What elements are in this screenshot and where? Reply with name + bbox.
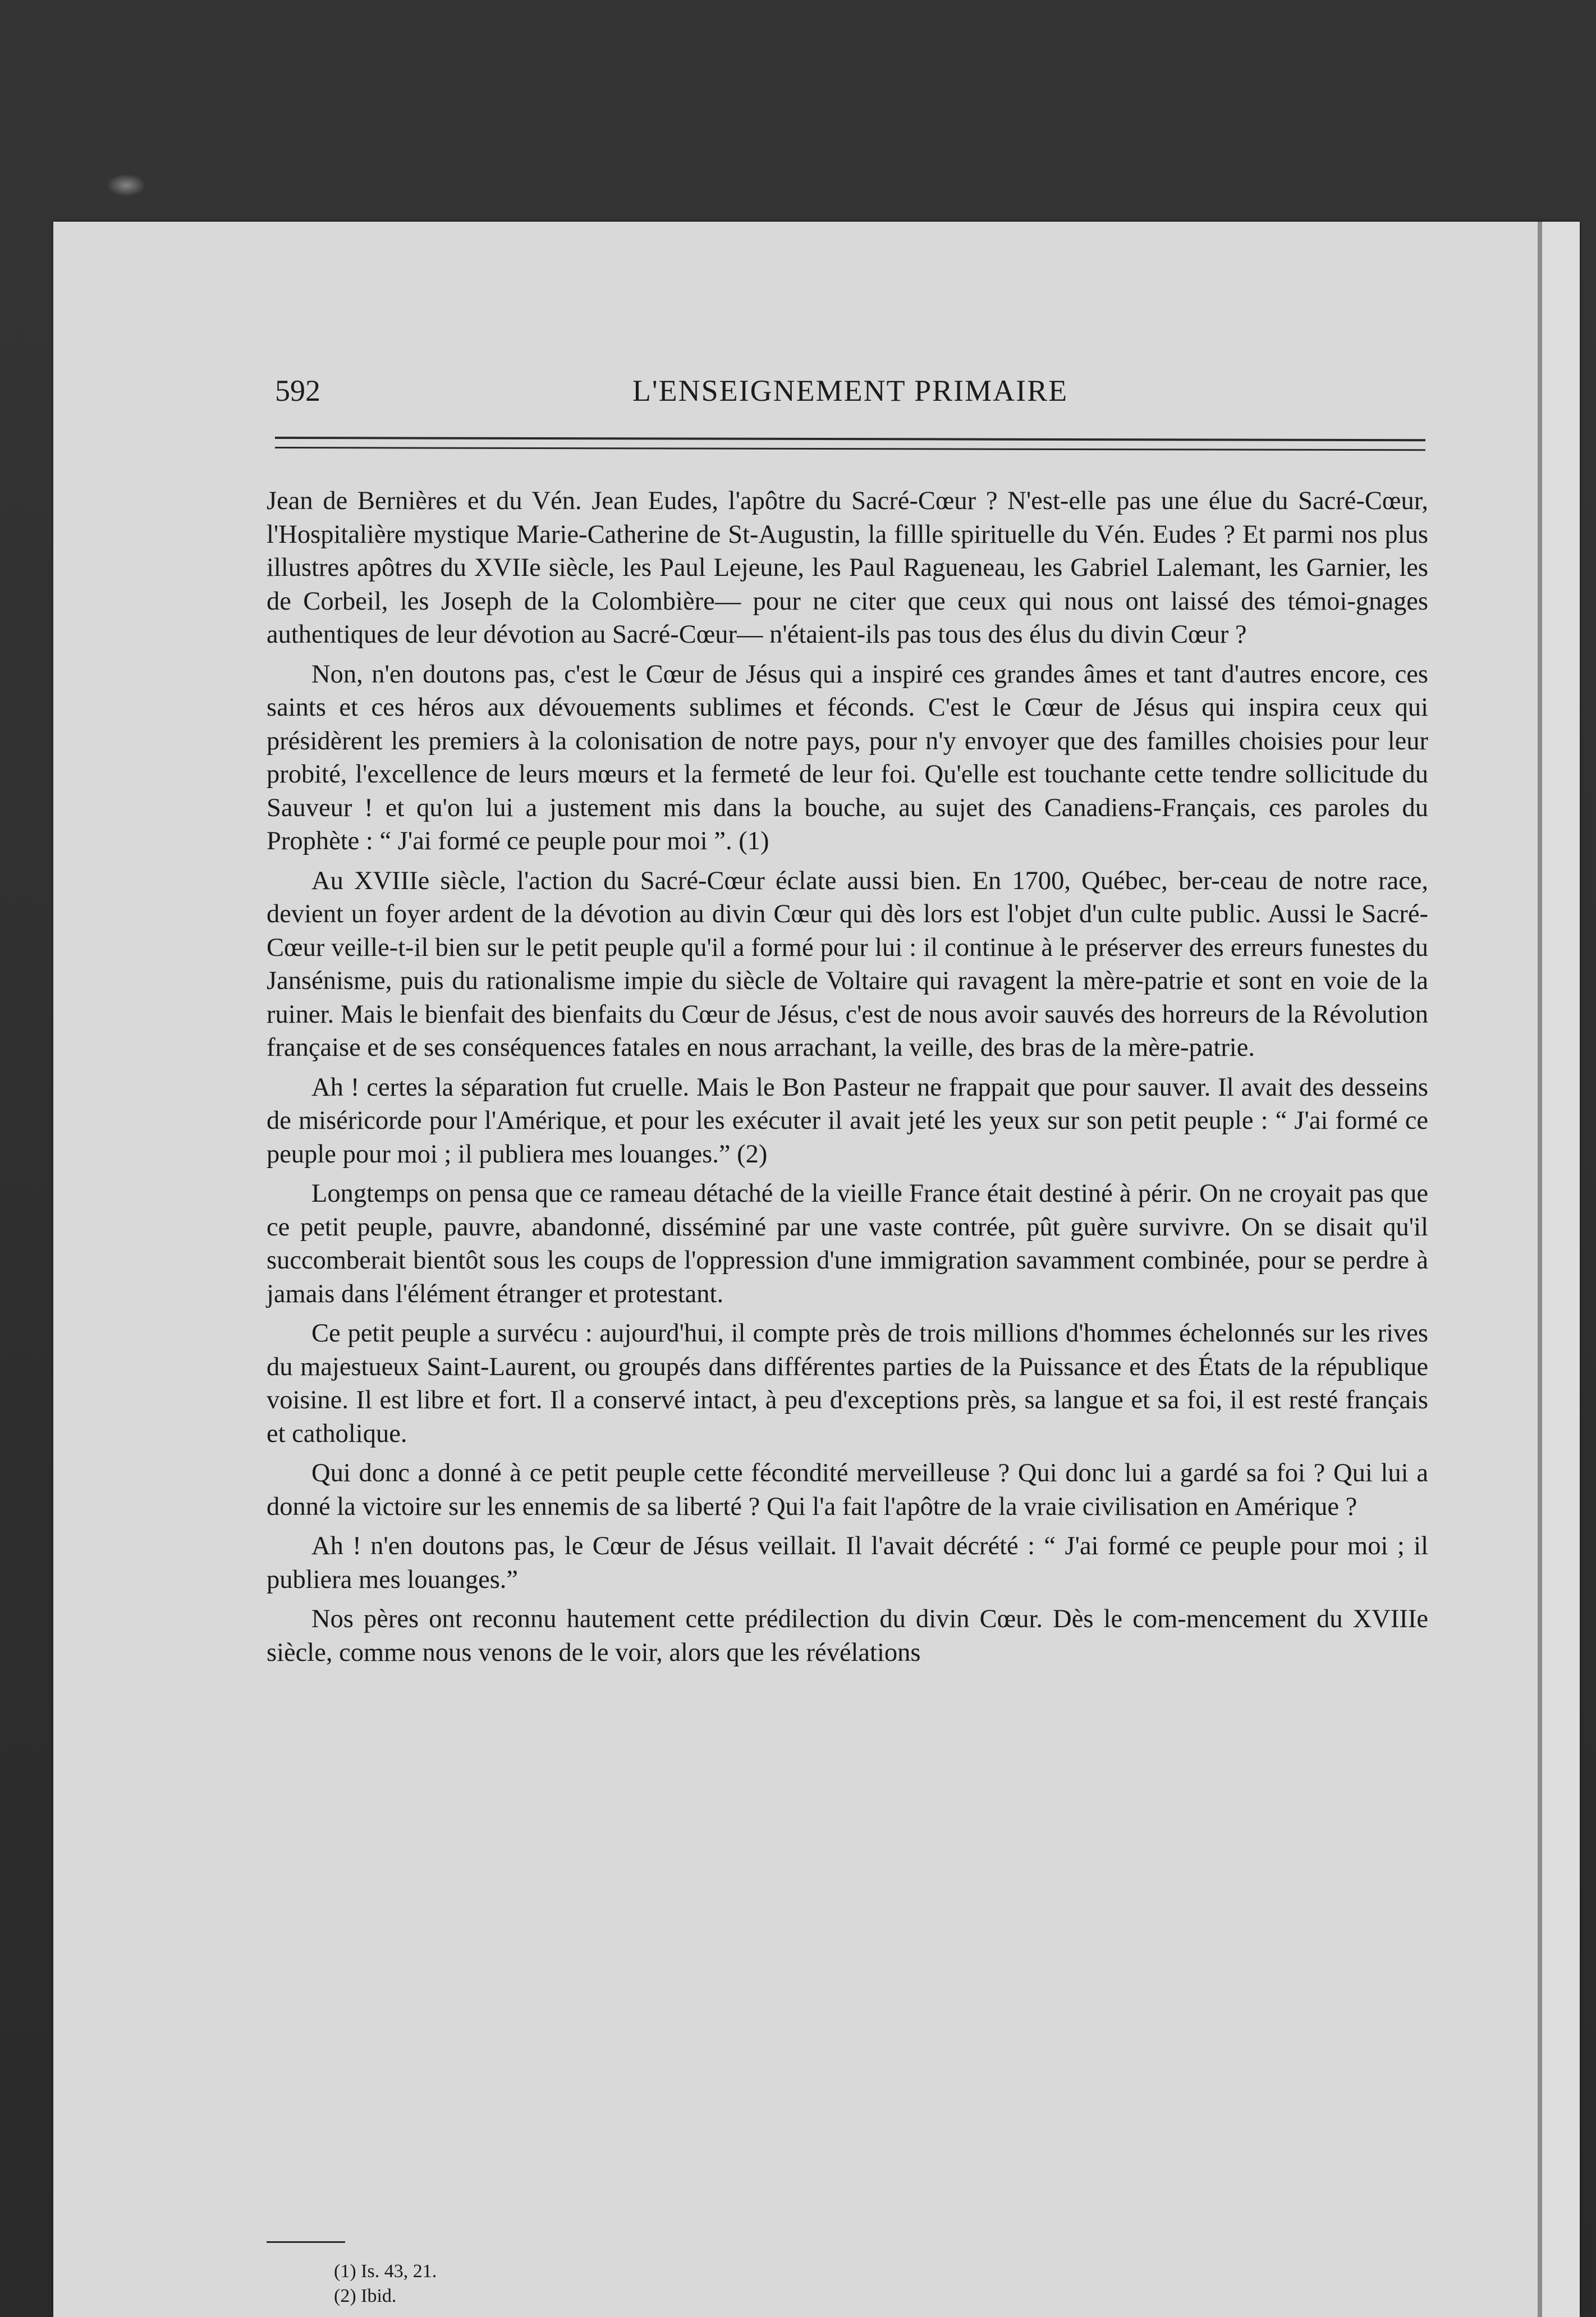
page-number: 592: [275, 374, 320, 407]
paragraph: Jean de Bernières et du Vén. Jean Eudes, l'apôtre du Sacré-Cœur ? N'est-elle pas une élue du Sacré-Cœur, l'Hospitalière mystique Marie-Catherine de St-Augustin, la fillle spirituelle du Vén. Eudes ? Et parmi nos plus illustres apôtres du XVIIe siècle, les Paul Lejeune, les Paul Ragueneau, les Gabriel Lalemant, les Garnier, les de Corbeil, les Joseph de la Colombière— pour ne citer que ceux qui nous ont laissé des témoi-gnages authentiques de leur dévotion au Sacré-Cœur— n'étaient-ils pas tous des élus du divin Cœur ?: [267, 487, 1428, 649]
page-header: [275, 373, 1425, 418]
scan-dust-spot: [107, 174, 146, 196]
running-title: L'ENSEIGNEMENT PRIMAIRE: [632, 374, 1068, 407]
paragraph: Nos pères ont reconnu hautement cette prédilection du divin Cœur. Dès le com-mencement du XVIIIe siècle, comme nous venons de le voir, alors que les révélations: [267, 1605, 1428, 1667]
footnote-separator: [267, 2241, 345, 2243]
paragraph: Non, n'en doutons pas, c'est le Cœur de Jésus qui a inspiré ces grandes âmes et tant d'autres encore, ces saints et ces héros aux dévouements sublimes et féconds. C'est le Cœur de Jésus qui inspira ceux qui présidèrent les premiers à la colonisation de notre pays, pour n'y envoyer que des familles choisies pour leur probité, l'excellence de leurs mœurs et la fermeté de leur foi. Qu'elle est touchante cette tendre sollicitude du Sauveur ! et qu'on lui a justement mis dans la bouche, au sujet des Canadiens-Français, ces paroles du Prophète : “ J'ai formé ce peuple pour moi ”. (1): [267, 660, 1428, 855]
body-text: [267, 484, 1428, 1675]
page-fold-edge: [1538, 222, 1542, 2317]
paragraph: Au XVIIIe siècle, l'action du Sacré-Cœur éclate aussi bien. En 1700, Québec, ber-ceau de notre race, devient un foyer ardent de la dévotion au divin Cœur qui dès lors est l'objet d'un culte public. Aussi le Sacré-Cœur veille-t-il bien sur le petit peuple qu'il a formé pour lui : il continue à le préserver des erreurs funestes du Jansénisme, puis du rationalisme impie du siècle de Voltaire qui ravagent la mère-patrie et sont en voie de la ruiner. Mais le bienfait des bienfaits du Cœur de Jésus, c'est de nous avoir sauvés des horreurs de la Révolution française et de ses conséquences fatales en nous arrachant, la veille, des bras de la mère-patrie.: [267, 866, 1428, 1062]
paragraph: Longtemps on pensa que ce rameau détaché de la vieille France était destiné à périr. On ne croyait pas que ce petit peuple, pauvre, abandonné, disséminé par une vaste contrée, pût guère survivre. On se disait qu'il succomberait bientôt sous les coups de l'oppression d'une immigration savamment combinée, pour se perdre à jamais dans l'élément étranger et protestant.: [267, 1179, 1428, 1308]
footnote: (2) Ibid.: [334, 2286, 397, 2306]
paragraph: Ah ! n'en doutons pas, le Cœur de Jésus veillait. Il l'avait décrété : “ J'ai formé ce peuple pour moi ; il publiera mes louanges.”: [267, 1532, 1428, 1594]
footnotes: [334, 2259, 783, 2309]
header-double-rule: [275, 437, 1425, 451]
footnote: (1) Is. 43, 21.: [334, 2261, 437, 2282]
paragraph: Ah ! certes la séparation fut cruelle. Mais le Bon Pasteur ne frappait que pour sauver. Il avait des desseins de miséricorde pour l'Amérique, et pour les exécuter il avait jeté les yeux sur son petit peuple : “ J'ai formé ce peuple pour moi ; il publiera mes louanges.” (2): [267, 1073, 1428, 1169]
book-page: [53, 222, 1580, 2317]
paragraph: Qui donc a donné à ce petit peuple cette fécondité merveilleuse ? Qui donc lui a gardé sa foi ? Qui lui a donné la victoire sur les ennemis de sa liberté ? Qui l'a fait l'apôtre de la vraie civilisation en Amérique ?: [267, 1459, 1428, 1521]
paragraph: Ce petit peuple a survécu : aujourd'hui, il compte près de trois millions d'hommes échelonnés sur les rives du majestueux Saint-Laurent, ou groupés dans différentes parties de la Puissance et des États de la république voisine. Il est libre et fort. Il a conservé intact, à peu d'exceptions près, sa langue et sa foi, il est resté français et catholique.: [267, 1319, 1428, 1448]
adjacent-page-strip: [1542, 222, 1580, 2317]
